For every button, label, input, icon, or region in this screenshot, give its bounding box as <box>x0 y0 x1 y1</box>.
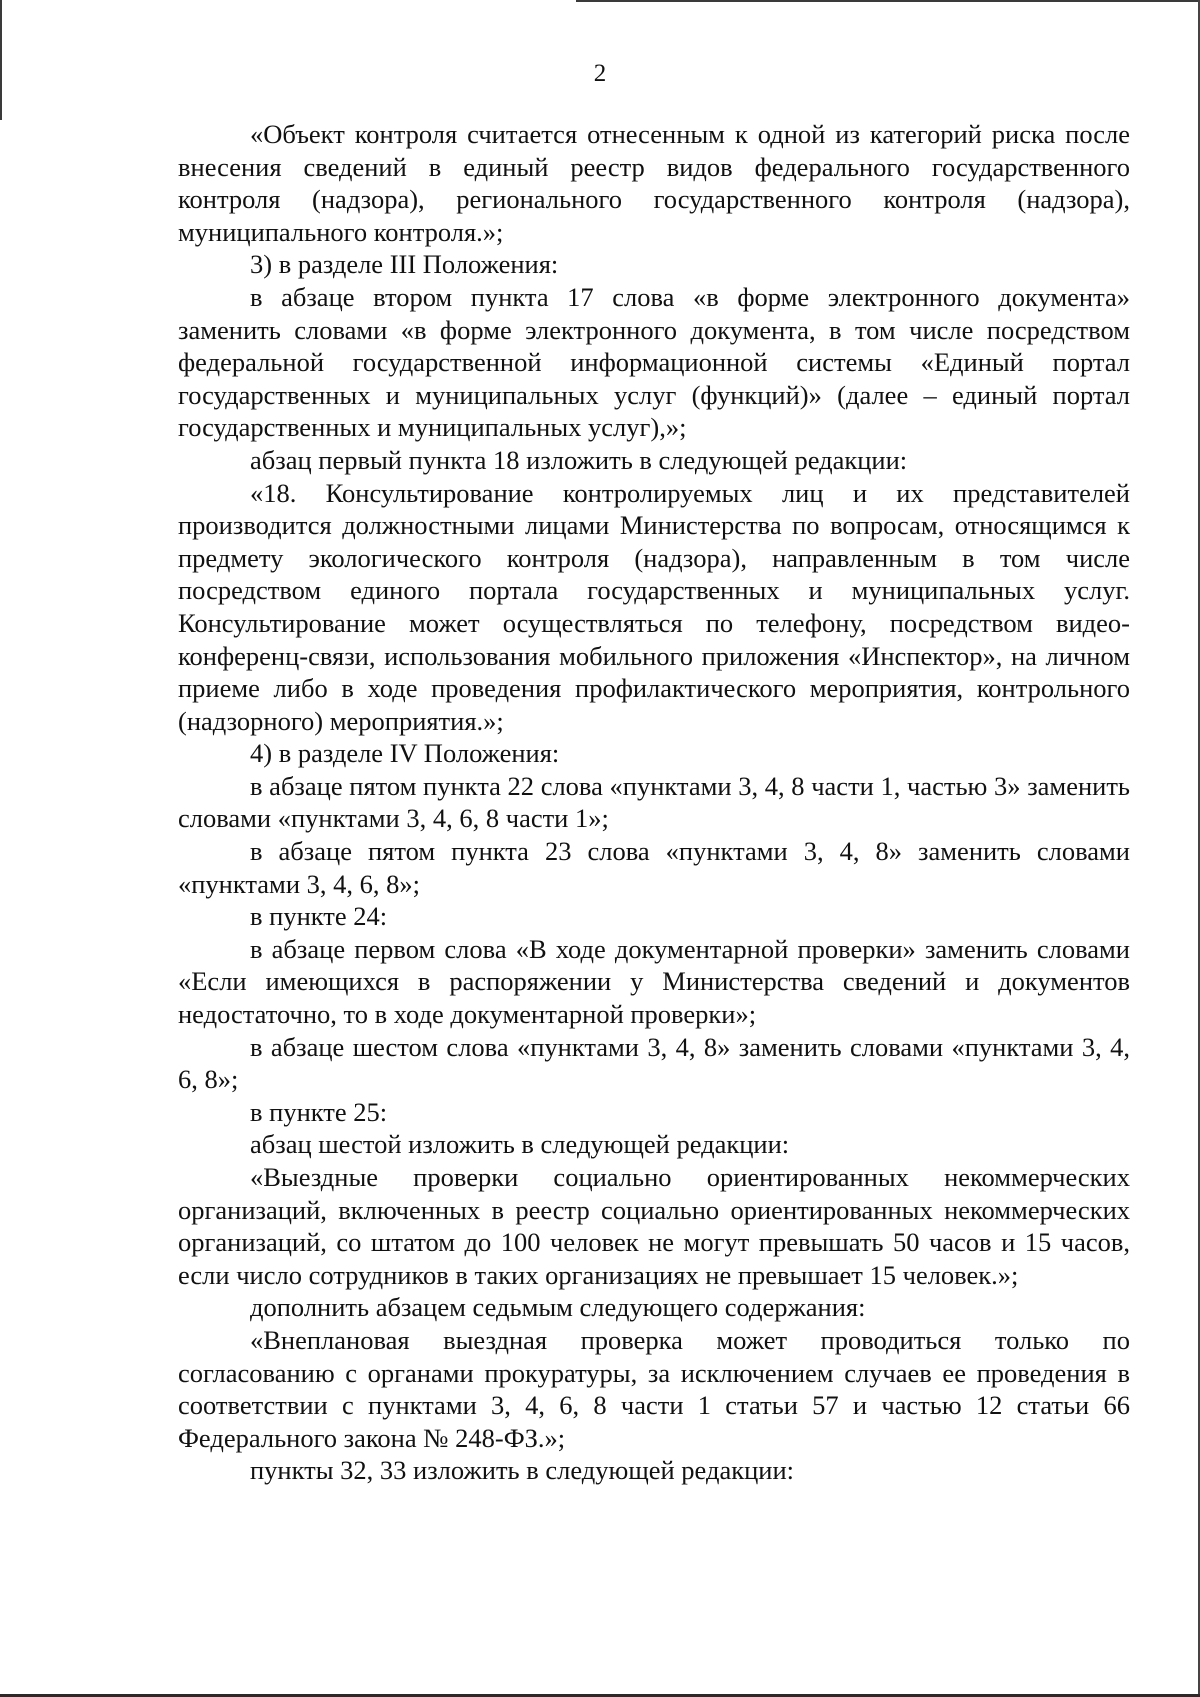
paragraph: в пункте 25: <box>250 1096 388 1127</box>
paragraph: 4) в разделе IV Положения: <box>250 738 560 769</box>
paragraph: «Объект контроля считается отнесенным к одной из категорий риска после внесения сведений в единый реестр видов федерального государственного контроля (надзора), регионального государственного контроля (надзора), муниципального контроля.»; <box>178 119 1130 247</box>
paragraph: дополнить абзацем седьмым следующего содержания: <box>250 1292 866 1323</box>
page-number: 2 <box>593 60 607 87</box>
paragraph: «Выездные проверки социально ориентированных некоммерческих организаций, включенных в реестр социально ориентированных некоммерческих организаций, со штатом до 100 человек не могут превышать 50 часов и 15 часов, если число сотрудников в таких организациях не превышает 15 человек.»; <box>178 1162 1130 1290</box>
paragraph: «Внеплановая выездная проверка может проводиться только по согласованию с органами прокуратуры, за исключением случаев ее проведения в соответствии с пунктами 3, 4, 6, 8 части 1 статьи 57 и частью 12 статьи 66 Федерального закона № 248-ФЗ.»; <box>178 1324 1130 1453</box>
paragraph: в абзаце шестом слова «пунктами 3, 4, 8» заменить словами «пунктами 3, 4, 6, 8»; <box>178 1031 1130 1095</box>
paragraph: в абзаце пятом пункта 23 слова «пунктами 3, 4, 8» заменить словами «пунктами 3, 4, 6, 8»; <box>178 836 1130 899</box>
paragraph: пункты 32, 33 изложить в следующей редакции: <box>250 1455 795 1486</box>
paragraph: абзац первый пункта 18 изложить в следующей редакции: <box>250 444 908 475</box>
paragraph: в пункте 24: <box>250 901 388 932</box>
paragraph: 3) в разделе III Положения: <box>250 249 559 280</box>
paragraph: абзац шестой изложить в следующей редакции: <box>250 1129 790 1160</box>
paragraph: в абзаце пятом пункта 22 слова «пунктами 3, 4, 8 части 1, частью 3» заменить словами «пунктами 3, 4, 6, 8 части 1»; <box>178 770 1130 834</box>
paragraph: в абзаце первом слова «В ходе документарной проверки» заменить словами «Если имеющихся в распоряжении у Министерства сведений и документов недостаточно, то в ходе документарной проверки»; <box>178 933 1130 1030</box>
document-body <box>178 118 1130 1487</box>
scan-edge-top <box>0 0 1200 2</box>
paragraph: в абзаце втором пункта 17 слова «в форме электронного документа» заменить словами «в форме электронного документа, в том числе посредством федеральной государственной информационной системы «Единый портал государственных и муниципальных услуг (функций)» (далее – единый портал государственных и муниципальных услуг),»; <box>178 281 1130 443</box>
paragraph: «18. Консультирование контролируемых лиц и их представителей производится должностными лицами Министерства по вопросам, относящимся к предмету экологического контроля (надзора), направленным в том числе посредством единого портала государственных и муниципальных услуг. Консультирование может осуществляться по телефону, посредством видео-конференц-связи, использования мобильного приложения «Инспектор», на личном приеме либо в ходе проведения профилактического мероприятия, контрольного (надзорного) мероприятия.»; <box>178 477 1130 736</box>
